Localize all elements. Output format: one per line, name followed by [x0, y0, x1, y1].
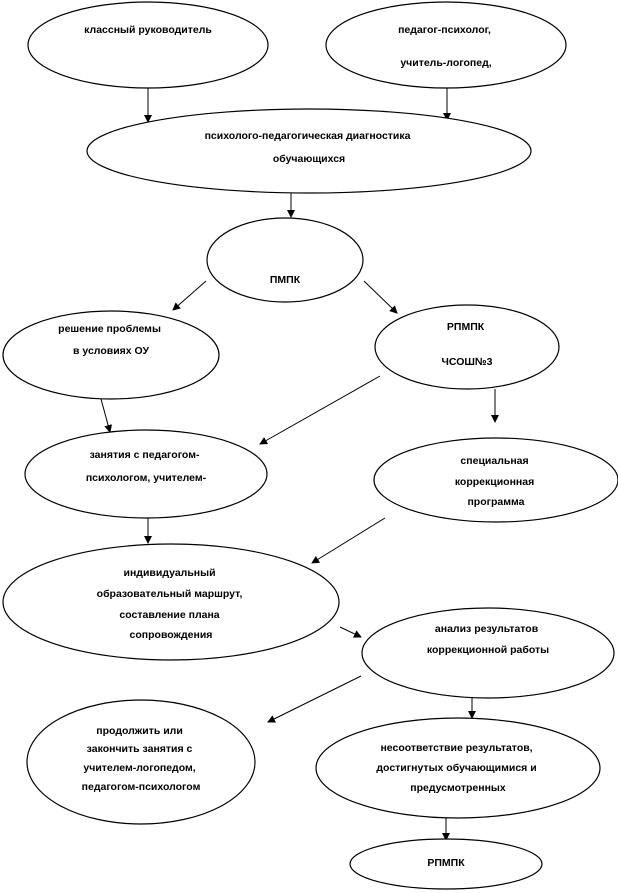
- node-rpmpk-label: РПМПК: [427, 857, 465, 869]
- node-rpmpk-school: [375, 305, 559, 389]
- node-diagnostics: [87, 109, 531, 193]
- node-mismatch: [316, 718, 600, 818]
- node-rpmpk-school-label: РПМПК ЧСОШ№3: [441, 321, 493, 368]
- node-lessons: [25, 430, 267, 518]
- arrow-rpmpk-school-to-lessons: [260, 376, 380, 444]
- node-analysis-label: анализ результатов коррекционной работы: [426, 623, 550, 656]
- node-class-teacher-label: классный руководитель: [84, 24, 212, 36]
- node-diagnostics-label: психолого-педагогическая диагностика обучающихся: [204, 130, 411, 165]
- node-lessons-label: занятия с педагогом- психологом, учителем-: [85, 449, 207, 484]
- arrow-pmpk-to-rpmpk-school: [364, 281, 397, 313]
- arrow-route-to-analysis: [340, 627, 361, 637]
- node-continue-or-finish-label: продолжить или закончить занятия с учителем-логопедом, педагогом-психологом: [81, 725, 201, 793]
- node-pmpk: [207, 218, 363, 302]
- node-continue-or-finish: [27, 700, 255, 824]
- node-analysis: [362, 608, 614, 698]
- node-route-label: индивидуальный образовательный маршрут, составление плана сопровождения: [96, 567, 243, 641]
- node-correction-program: [374, 438, 618, 522]
- node-psychologist-label: педагог-психолог, учитель-логопед,: [398, 24, 492, 69]
- arrow-analysis-to-continue-or-finish: [268, 676, 361, 722]
- node-mismatch-label: несоответствие результатов, достигнутых обучающимися и предусмотренных: [376, 742, 537, 794]
- node-pmpk-label: ПМПК: [269, 274, 301, 286]
- node-psychologist: [326, 2, 566, 88]
- node-rpmpk: [350, 839, 542, 889]
- arrow-correction-program-to-route: [312, 518, 385, 563]
- node-solve-problem: [3, 311, 219, 399]
- node-route: [3, 544, 339, 660]
- arrow-solve-problem-to-lessons: [101, 399, 110, 432]
- node-solve-problem-label: решение проблемы в условиях ОУ: [58, 323, 161, 357]
- node-class-teacher: [28, 2, 268, 88]
- node-correction-program-label: специальная коррекционная программа: [454, 455, 535, 508]
- arrow-pmpk-to-solve-problem: [173, 281, 206, 310]
